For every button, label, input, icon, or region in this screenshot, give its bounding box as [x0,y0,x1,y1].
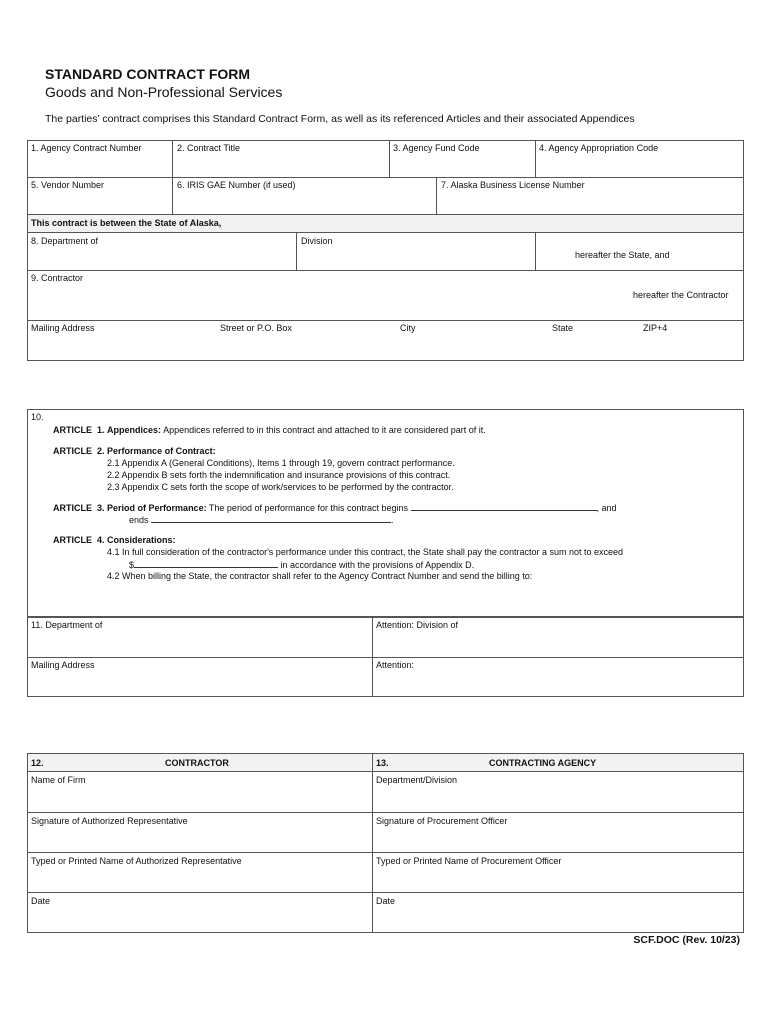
article-2: ARTICLE 2. Performance of Contract: [53,446,216,456]
form-title: STANDARD CONTRACT FORM [45,66,251,82]
agency-fund-code-field[interactable]: 3. Agency Fund Code [393,143,480,153]
end-date-blank[interactable] [151,514,391,523]
hereafter-state-label: hereafter the State, and [575,250,670,260]
billing-department-field[interactable]: 11. Department of [31,620,103,630]
name-of-firm-field[interactable]: Name of Firm [31,775,86,785]
authorized-printed-name-field[interactable]: Typed or Printed Name of Authorized Representative [31,856,242,866]
article-4: ARTICLE 4. Considerations: [53,535,176,545]
article-2-2: 2.2 Appendix B sets forth the indemnification and insurance provisions of this contract. [107,470,451,480]
street-po-box-label: Street or P.O. Box [220,323,292,333]
billing-attention-division-field[interactable]: Attention: Division of [376,620,459,630]
vendor-number-field[interactable]: 5. Vendor Number [31,180,105,190]
contractor-date-field[interactable]: Date [31,896,51,906]
intro-text: The parties’ contract comprises this Standard Contract Form, as well as its referenced Articles and their associated Appendices [45,113,635,125]
billing-mailing-address-field[interactable]: Mailing Address [31,660,95,670]
city-label: City [400,323,416,333]
form-subtitle: Goods and Non-Professional Services [45,84,283,100]
mailing-address-field[interactable]: Mailing Address [31,323,95,333]
contract-title-field[interactable]: 2. Contract Title [177,143,241,153]
begin-date-blank[interactable] [411,502,597,511]
agency-contract-number-field[interactable]: 1. Agency Contract Number [31,143,142,153]
billing-attention-field[interactable]: Attention: [376,660,415,670]
article-4-2: 4.2 When billing the State, the contractor shall refer to the Agency Contract Number and send the billing to: [107,571,533,581]
article-3: ARTICLE 3. Period of Performance: The period of performance for this contract begins , and [53,503,617,513]
department-division-field[interactable]: Department/Division [376,775,458,785]
articles-section-number: 10. [31,412,44,422]
alaska-business-license-field[interactable]: 7. Alaska Business License Number [441,180,585,190]
zip-label: ZIP+4 [643,323,668,333]
contractor-section-number: 12. [31,758,44,768]
agency-section-number: 13. [376,758,389,768]
between-state-label: This contract is between the State of Alaska, [31,218,222,228]
amount-blank[interactable] [134,559,278,568]
authorized-signature-field[interactable]: Signature of Authorized Representative [31,816,188,826]
article-2-3: 2.3 Appendix C sets forth the scope of work/services to be performed by the contractor. [107,482,454,492]
articles-box [27,409,744,617]
contractor-field[interactable]: 9. Contractor [31,273,84,283]
procurement-signature-field[interactable]: Signature of Procurement Officer [376,816,508,826]
iris-gae-number-field[interactable]: 6. IRIS GAE Number (if used) [177,180,296,190]
article-1: ARTICLE 1. Appendices: Appendices referred to in this contract and attached to it are considered part of it. [53,425,486,435]
document-code: SCF.DOC (Rev. 10/23) [633,934,740,946]
article-4-1: 4.1 In full consideration of the contractor's performance under this contract, the State shall pay the contractor a sum not to exceed [107,547,624,557]
article-3-ends: ends . [129,515,394,525]
agency-date-field[interactable]: Date [376,896,396,906]
division-field[interactable]: Division [301,236,333,246]
procurement-printed-name-field[interactable]: Typed or Printed Name of Procurement Officer [376,856,562,866]
hereafter-contractor-label: hereafter the Contractor [633,290,729,300]
agency-appropriation-code-field[interactable]: 4. Agency Appropriation Code [539,143,659,153]
department-of-field[interactable]: 8. Department of [31,236,99,246]
agency-section-title: CONTRACTING AGENCY [489,758,597,768]
state-label: State [552,323,574,333]
article-2-1: 2.1 Appendix A (General Conditions), Items 1 through 19, govern contract performance. [107,458,455,468]
contractor-section-title: CONTRACTOR [165,758,229,768]
article-4-amount: $ in accordance with the provisions of Appendix D. [129,560,475,570]
